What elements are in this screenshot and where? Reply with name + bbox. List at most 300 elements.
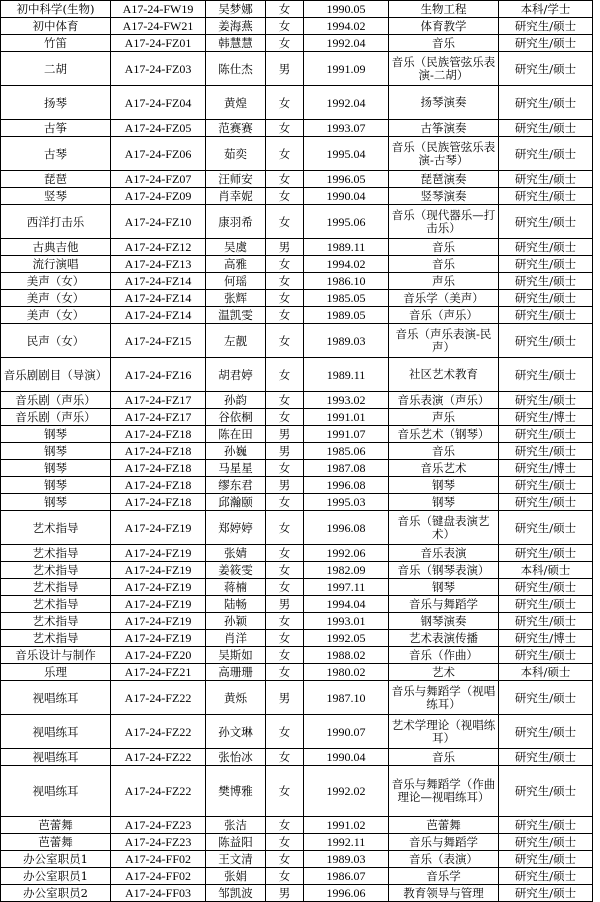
name-cell: 汪师安 [206, 171, 266, 188]
code-cell: A17-24-FF03 [111, 885, 206, 902]
gender-cell: 女 [266, 511, 304, 545]
code-cell: A17-24-FZ23 [111, 834, 206, 851]
birth-cell: 1985.06 [304, 443, 389, 460]
birth-cell: 1993.07 [304, 120, 389, 137]
degree-cell: 研究生/硕士 [499, 579, 593, 596]
birth-cell: 1994.04 [304, 596, 389, 613]
gender-cell: 女 [266, 494, 304, 511]
degree-cell: 研究生/硕士 [499, 494, 593, 511]
major-cell: 音乐（现代器乐—打击乐） [389, 205, 499, 239]
major-cell: 音乐（民族管弦乐表演-二胡） [389, 52, 499, 86]
code-cell: A17-24-FZ19 [111, 596, 206, 613]
code-cell: A17-24-FZ09 [111, 188, 206, 205]
table-row [1, 256, 593, 273]
post-cell: 钢琴 [1, 494, 111, 511]
birth-cell: 1989.03 [304, 851, 389, 868]
birth-cell: 1994.02 [304, 256, 389, 273]
table-row [1, 290, 593, 307]
table-row [1, 766, 593, 817]
code-cell: A17-24-FZ22 [111, 681, 206, 715]
post-cell: 乐理 [1, 664, 111, 681]
birth-cell: 1992.04 [304, 35, 389, 52]
birth-cell: 1992.06 [304, 545, 389, 562]
name-cell: 谷依桐 [206, 409, 266, 426]
code-cell: A17-24-FZ18 [111, 477, 206, 494]
code-cell: A17-24-FZ18 [111, 460, 206, 477]
code-cell: A17-24-FZ16 [111, 358, 206, 392]
birth-cell: 1993.02 [304, 392, 389, 409]
birth-cell: 1993.01 [304, 613, 389, 630]
table-row [1, 324, 593, 358]
gender-cell: 女 [266, 664, 304, 681]
degree-cell: 研究生/硕士 [499, 392, 593, 409]
major-cell: 钢琴 [389, 579, 499, 596]
name-cell: 马星星 [206, 460, 266, 477]
degree-cell: 研究生/硕士 [499, 647, 593, 664]
table-row [1, 749, 593, 766]
major-cell: 音乐 [389, 256, 499, 273]
name-cell: 蒋楠 [206, 579, 266, 596]
table-row [1, 273, 593, 290]
birth-cell: 1989.11 [304, 239, 389, 256]
gender-cell: 女 [266, 715, 304, 749]
gender-cell: 女 [266, 579, 304, 596]
name-cell: 肖洋 [206, 630, 266, 647]
table-row [1, 358, 593, 392]
major-cell: 艺术学理论（视唱练耳） [389, 715, 499, 749]
gender-cell: 男 [266, 426, 304, 443]
table-row [1, 443, 593, 460]
table-row [1, 817, 593, 834]
code-cell: A17-24-FZ22 [111, 766, 206, 817]
major-cell: 竖琴演奏 [389, 188, 499, 205]
birth-cell: 1992.02 [304, 766, 389, 817]
code-cell: A17-24-FZ15 [111, 324, 206, 358]
birth-cell: 1988.02 [304, 647, 389, 664]
gender-cell: 男 [266, 596, 304, 613]
table-row [1, 307, 593, 324]
post-cell: 钢琴 [1, 426, 111, 443]
post-cell: 视唱练耳 [1, 715, 111, 749]
post-cell: 视唱练耳 [1, 749, 111, 766]
major-cell: 音乐学 [389, 868, 499, 885]
post-cell: 初中体育 [1, 18, 111, 35]
name-cell: 缪东君 [206, 477, 266, 494]
table-row [1, 596, 593, 613]
gender-cell: 女 [266, 460, 304, 477]
birth-cell: 1995.06 [304, 205, 389, 239]
major-cell: 钢琴 [389, 477, 499, 494]
gender-cell: 女 [266, 851, 304, 868]
table-row [1, 562, 593, 579]
birth-cell: 1996.08 [304, 477, 389, 494]
gender-cell: 女 [266, 324, 304, 358]
post-cell: 古筝 [1, 120, 111, 137]
table-row [1, 885, 593, 902]
code-cell: A17-24-FF02 [111, 868, 206, 885]
name-cell: 张娟 [206, 868, 266, 885]
degree-cell: 研究生/硕士 [499, 596, 593, 613]
degree-cell: 研究生/硕士 [499, 18, 593, 35]
post-cell: 艺术指导 [1, 596, 111, 613]
name-cell: 孙颖 [206, 613, 266, 630]
birth-cell: 1987.08 [304, 460, 389, 477]
birth-cell: 1991.07 [304, 426, 389, 443]
degree-cell: 研究生/硕士 [499, 273, 593, 290]
major-cell: 音乐（声乐） [389, 307, 499, 324]
name-cell: 张怡冰 [206, 749, 266, 766]
code-cell: A17-24-FZ17 [111, 392, 206, 409]
post-cell: 芭蕾舞 [1, 834, 111, 851]
code-cell: A17-24-FZ20 [111, 647, 206, 664]
gender-cell: 女 [266, 290, 304, 307]
degree-cell: 本科/硕士 [499, 562, 593, 579]
code-cell: A17-24-FZ19 [111, 613, 206, 630]
code-cell: A17-24-FZ19 [111, 545, 206, 562]
gender-cell: 女 [266, 256, 304, 273]
code-cell: A17-24-FZ05 [111, 120, 206, 137]
gender-cell: 女 [266, 273, 304, 290]
major-cell: 扬琴演奏 [389, 86, 499, 120]
post-cell: 竖琴 [1, 188, 111, 205]
post-cell: 钢琴 [1, 460, 111, 477]
code-cell: A17-24-FZ18 [111, 426, 206, 443]
degree-cell: 研究生/硕士 [499, 443, 593, 460]
degree-cell: 研究生/硕士 [499, 290, 593, 307]
gender-cell: 女 [266, 120, 304, 137]
birth-cell: 1982.09 [304, 562, 389, 579]
major-cell: 音乐与舞蹈学 [389, 596, 499, 613]
degree-cell: 研究生/硕士 [499, 749, 593, 766]
name-cell: 茹奕 [206, 137, 266, 171]
post-cell: 音乐剧（声乐） [1, 409, 111, 426]
major-cell: 音乐（钢琴表演） [389, 562, 499, 579]
degree-cell: 研究生/硕士 [499, 834, 593, 851]
degree-cell: 研究生/硕士 [499, 613, 593, 630]
table-row [1, 205, 593, 239]
degree-cell: 研究生/硕士 [499, 715, 593, 749]
post-cell: 艺术指导 [1, 630, 111, 647]
name-cell: 邹凯波 [206, 885, 266, 902]
post-cell: 艺术指导 [1, 613, 111, 630]
degree-cell: 研究生/硕士 [499, 511, 593, 545]
name-cell: 陈益阳 [206, 834, 266, 851]
name-cell: 孙韵 [206, 392, 266, 409]
major-cell: 音乐（表演） [389, 851, 499, 868]
birth-cell: 1991.01 [304, 409, 389, 426]
birth-cell: 1991.02 [304, 817, 389, 834]
degree-cell: 研究生/博士 [499, 409, 593, 426]
post-cell: 古典吉他 [1, 239, 111, 256]
post-cell: 艺术指导 [1, 579, 111, 596]
major-cell: 声乐 [389, 273, 499, 290]
name-cell: 何瑶 [206, 273, 266, 290]
name-cell: 郑婷婷 [206, 511, 266, 545]
major-cell: 音乐与舞蹈学（作曲理论—视唱练耳） [389, 766, 499, 817]
table-row [1, 409, 593, 426]
birth-cell: 1989.03 [304, 324, 389, 358]
gender-cell: 男 [266, 477, 304, 494]
major-cell: 芭蕾舞 [389, 817, 499, 834]
table-row [1, 239, 593, 256]
code-cell: A17-24-FZ01 [111, 35, 206, 52]
gender-cell: 女 [266, 137, 304, 171]
gender-cell: 女 [266, 766, 304, 817]
degree-cell: 研究生/硕士 [499, 86, 593, 120]
name-cell: 黄煌 [206, 86, 266, 120]
degree-cell: 本科/学士 [499, 1, 593, 18]
table-row [1, 120, 593, 137]
major-cell: 社区艺术教育 [389, 358, 499, 392]
code-cell: A17-24-FZ13 [111, 256, 206, 273]
degree-cell: 研究生/硕士 [499, 885, 593, 902]
degree-cell: 研究生/硕士 [499, 545, 593, 562]
degree-cell: 研究生/硕士 [499, 868, 593, 885]
gender-cell: 男 [266, 239, 304, 256]
post-cell: 视唱练耳 [1, 681, 111, 715]
major-cell: 音乐表演 [389, 545, 499, 562]
degree-cell: 研究生/博士 [499, 460, 593, 477]
degree-cell: 研究生/硕士 [499, 188, 593, 205]
major-cell: 音乐艺术（钢琴） [389, 426, 499, 443]
major-cell: 音乐与舞蹈学（视唱练耳） [389, 681, 499, 715]
major-cell: 钢琴演奏 [389, 613, 499, 630]
post-cell: 扬琴 [1, 86, 111, 120]
name-cell: 张辉 [206, 290, 266, 307]
degree-cell: 研究生/硕士 [499, 120, 593, 137]
table-row [1, 426, 593, 443]
birth-cell: 1989.11 [304, 358, 389, 392]
table-row [1, 35, 593, 52]
gender-cell: 男 [266, 885, 304, 902]
name-cell: 肖幸妮 [206, 188, 266, 205]
code-cell: A17-24-FF02 [111, 851, 206, 868]
post-cell: 音乐剧剧目（导演） [1, 358, 111, 392]
code-cell: A17-24-FZ22 [111, 715, 206, 749]
code-cell: A17-24-FW21 [111, 18, 206, 35]
birth-cell: 1986.10 [304, 273, 389, 290]
name-cell: 樊博雅 [206, 766, 266, 817]
gender-cell: 女 [266, 749, 304, 766]
birth-cell: 1995.04 [304, 137, 389, 171]
name-cell: 胡君婷 [206, 358, 266, 392]
gender-cell: 女 [266, 171, 304, 188]
major-cell: 音乐（键盘表演艺术） [389, 511, 499, 545]
table-body [1, 1, 593, 902]
birth-cell: 1996.06 [304, 885, 389, 902]
table-row [1, 52, 593, 86]
name-cell: 张洁 [206, 817, 266, 834]
major-cell: 音乐学（美声） [389, 290, 499, 307]
post-cell: 民声（女） [1, 324, 111, 358]
code-cell: A17-24-FZ14 [111, 273, 206, 290]
code-cell: A17-24-FZ19 [111, 562, 206, 579]
code-cell: A17-24-FZ19 [111, 579, 206, 596]
name-cell: 邱瀚颐 [206, 494, 266, 511]
major-cell: 音乐（民族管弦乐表演-古琴） [389, 137, 499, 171]
major-cell: 音乐与舞蹈学 [389, 834, 499, 851]
name-cell: 陈在田 [206, 426, 266, 443]
gender-cell: 男 [266, 443, 304, 460]
degree-cell: 研究生/硕士 [499, 817, 593, 834]
post-cell: 美声（女） [1, 307, 111, 324]
table-row [1, 511, 593, 545]
name-cell: 左靓 [206, 324, 266, 358]
gender-cell: 女 [266, 307, 304, 324]
post-cell: 流行演唱 [1, 256, 111, 273]
degree-cell: 研究生/硕士 [499, 766, 593, 817]
code-cell: A17-24-FZ19 [111, 511, 206, 545]
major-cell: 体育教学 [389, 18, 499, 35]
birth-cell: 1990.07 [304, 715, 389, 749]
degree-cell: 本科/硕士 [499, 664, 593, 681]
gender-cell: 女 [266, 392, 304, 409]
gender-cell: 女 [266, 86, 304, 120]
major-cell: 古筝演奏 [389, 120, 499, 137]
major-cell: 音乐 [389, 239, 499, 256]
major-cell: 音乐（作曲） [389, 647, 499, 664]
post-cell: 美声（女） [1, 290, 111, 307]
degree-cell: 研究生/硕士 [499, 35, 593, 52]
table-row [1, 1, 593, 18]
major-cell: 音乐艺术 [389, 460, 499, 477]
table-row [1, 834, 593, 851]
post-cell: 钢琴 [1, 443, 111, 460]
major-cell: 音乐表演（声乐） [389, 392, 499, 409]
code-cell: A17-24-FZ17 [111, 409, 206, 426]
code-cell: A17-24-FZ23 [111, 817, 206, 834]
gender-cell: 女 [266, 868, 304, 885]
birth-cell: 1991.09 [304, 52, 389, 86]
name-cell: 王文清 [206, 851, 266, 868]
post-cell: 钢琴 [1, 477, 111, 494]
post-cell: 古琴 [1, 137, 111, 171]
table-row [1, 18, 593, 35]
birth-cell: 1987.10 [304, 681, 389, 715]
table-row [1, 851, 593, 868]
code-cell: A17-24-FZ04 [111, 86, 206, 120]
table-row [1, 137, 593, 171]
table-row [1, 868, 593, 885]
gender-cell: 男 [266, 52, 304, 86]
gender-cell: 女 [266, 18, 304, 35]
table-row [1, 188, 593, 205]
post-cell: 竹笛 [1, 35, 111, 52]
degree-cell: 研究生/硕士 [499, 307, 593, 324]
birth-cell: 1990.04 [304, 749, 389, 766]
table-row [1, 647, 593, 664]
gender-cell: 女 [266, 409, 304, 426]
name-cell: 陆畅 [206, 596, 266, 613]
gender-cell: 女 [266, 188, 304, 205]
code-cell: A17-24-FZ12 [111, 239, 206, 256]
code-cell: A17-24-FZ03 [111, 52, 206, 86]
table-row [1, 392, 593, 409]
birth-cell: 1990.04 [304, 188, 389, 205]
name-cell: 吴梦娜 [206, 1, 266, 18]
gender-cell: 女 [266, 647, 304, 664]
major-cell: 音乐 [389, 443, 499, 460]
gender-cell: 女 [266, 834, 304, 851]
birth-cell: 1986.07 [304, 868, 389, 885]
major-cell: 音乐（声乐表演-民声） [389, 324, 499, 358]
birth-cell: 1997.11 [304, 579, 389, 596]
code-cell: A17-24-FZ07 [111, 171, 206, 188]
code-cell: A17-24-FZ19 [111, 630, 206, 647]
code-cell: A17-24-FZ18 [111, 494, 206, 511]
code-cell: A17-24-FZ18 [111, 443, 206, 460]
birth-cell: 1985.05 [304, 290, 389, 307]
major-cell: 生物工程 [389, 1, 499, 18]
post-cell: 西洋打击乐 [1, 205, 111, 239]
degree-cell: 研究生/硕士 [499, 137, 593, 171]
gender-cell: 女 [266, 1, 304, 18]
post-cell: 音乐剧（声乐） [1, 392, 111, 409]
table-row [1, 171, 593, 188]
name-cell: 高珊珊 [206, 664, 266, 681]
gender-cell: 女 [266, 545, 304, 562]
major-cell: 琵琶演奏 [389, 171, 499, 188]
gender-cell: 男 [266, 681, 304, 715]
code-cell: A17-24-FZ22 [111, 749, 206, 766]
code-cell: A17-24-FZ21 [111, 664, 206, 681]
gender-cell: 女 [266, 35, 304, 52]
gender-cell: 女 [266, 562, 304, 579]
degree-cell: 研究生/博士 [499, 630, 593, 647]
birth-cell: 1996.05 [304, 171, 389, 188]
birth-cell: 1980.02 [304, 664, 389, 681]
gender-cell: 女 [266, 630, 304, 647]
post-cell: 艺术指导 [1, 545, 111, 562]
table-row [1, 477, 593, 494]
post-cell: 视唱练耳 [1, 766, 111, 817]
gender-cell: 女 [266, 817, 304, 834]
major-cell: 艺术 [389, 664, 499, 681]
degree-cell: 研究生/硕士 [499, 851, 593, 868]
name-cell: 陈仕杰 [206, 52, 266, 86]
post-cell: 艺术指导 [1, 511, 111, 545]
post-cell: 琵琶 [1, 171, 111, 188]
post-cell: 芭蕾舞 [1, 817, 111, 834]
post-cell: 二胡 [1, 52, 111, 86]
table-row [1, 613, 593, 630]
degree-cell: 研究生/硕士 [499, 52, 593, 86]
code-cell: A17-24-FZ14 [111, 290, 206, 307]
degree-cell: 研究生/硕士 [499, 239, 593, 256]
degree-cell: 研究生/硕士 [499, 477, 593, 494]
birth-cell: 1990.05 [304, 1, 389, 18]
post-cell: 艺术指导 [1, 562, 111, 579]
post-cell: 音乐设计与制作 [1, 647, 111, 664]
major-cell: 音乐 [389, 35, 499, 52]
degree-cell: 研究生/硕士 [499, 358, 593, 392]
gender-cell: 女 [266, 205, 304, 239]
table-row [1, 545, 593, 562]
degree-cell: 研究生/硕士 [499, 171, 593, 188]
code-cell: A17-24-FZ06 [111, 137, 206, 171]
degree-cell: 研究生/硕士 [499, 256, 593, 273]
major-cell: 声乐 [389, 409, 499, 426]
table-row [1, 715, 593, 749]
major-cell: 钢琴 [389, 494, 499, 511]
table-row [1, 630, 593, 647]
name-cell: 温凯雯 [206, 307, 266, 324]
major-cell: 音乐 [389, 749, 499, 766]
major-cell: 艺术表演传播 [389, 630, 499, 647]
table-row [1, 664, 593, 681]
birth-cell: 1994.02 [304, 18, 389, 35]
birth-cell: 1992.05 [304, 630, 389, 647]
